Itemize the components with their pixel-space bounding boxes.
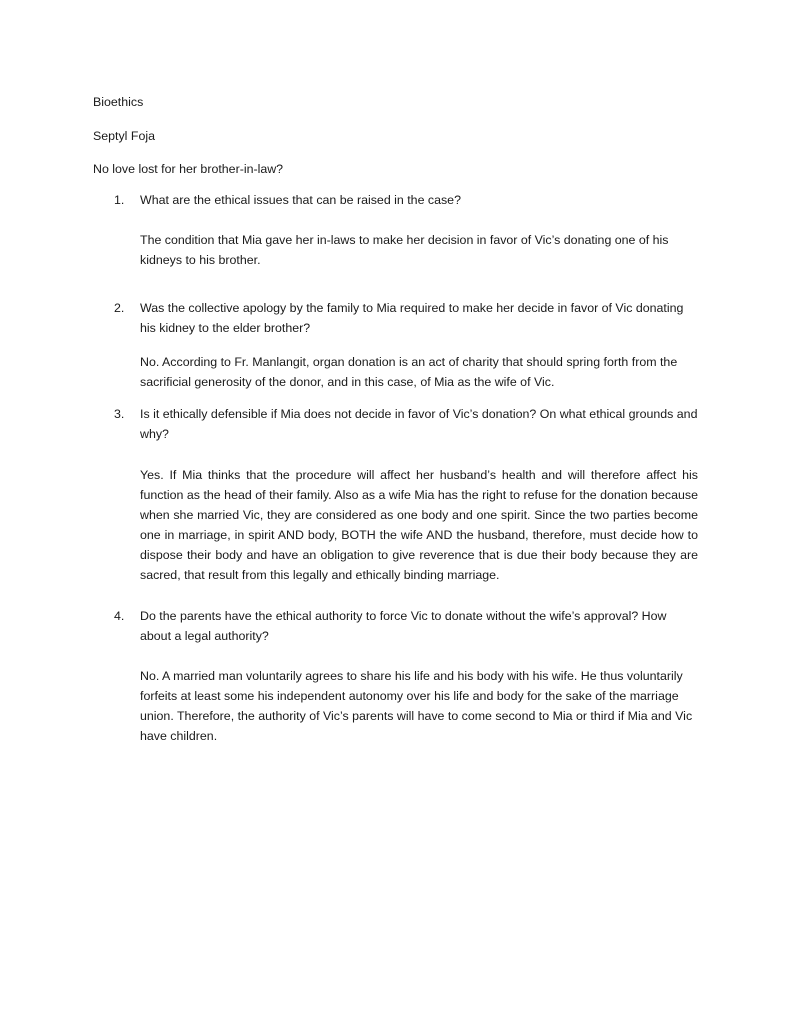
- question-text: What are the ethical issues that can be raised in the case?: [140, 193, 461, 207]
- answer-text: No. A married man voluntarily agrees to share his life and his body with his wife. He thus voluntarily forfeits at least some his independent autonomy over his life and body for the sake of the marriage union. Therefore, the authority of Vic’s parents will have to come second to Mia or third if Mia and Vic have children.: [140, 669, 693, 743]
- case-title: No love lost for her brother-in-law?: [93, 162, 284, 176]
- answer-text: The condition that Mia gave her in-laws to make her decision in favor of Vic’s donating one of his kidneys to his brother.: [140, 233, 669, 267]
- answer-text: No. According to Fr. Manlangit, organ donation is an act of charity that should spring forth from the sacrificial generosity of the donor, and in this case, of Mia as the wife of Vic.: [140, 355, 678, 389]
- question-text: Was the collective apology by the family to Mia required to make her decide in favor of Vic donating his kidney to the elder brother?: [140, 301, 684, 335]
- question-item-1: [0, 190, 698, 270]
- question-number: 3.: [114, 407, 125, 421]
- question-item-3: [0, 404, 698, 585]
- author-name: Septyl Foja: [93, 129, 155, 143]
- question-number: 4.: [114, 609, 125, 623]
- question-number: 1.: [114, 193, 125, 207]
- question-text: Is it ethically defensible if Mia does not decide in favor of Vic’s donation? On what ethical grounds and why?: [140, 407, 698, 441]
- answer-text: Yes. If Mia thinks that the procedure will affect her husband’s health and will therefore affect his function as the head of their family. Also as a wife Mia has the right to refuse for the donation because when she married Vic, they are considered as one body and one spirit. Since the two parties become one in marriage, in spirit AND body, BOTH the wife AND the husband, therefore, must decide how to dispose their body and have an obligation to give reverence that is due their body because they are sacred, that result from this legally and ethically binding marriage.: [140, 468, 698, 582]
- subject-heading: Bioethics: [93, 95, 144, 109]
- question-item-2: [0, 298, 698, 392]
- question-item-4: [0, 606, 698, 746]
- question-list: [0, 190, 791, 746]
- question-number: 2.: [114, 301, 125, 315]
- question-text: Do the parents have the ethical authority to force Vic to donate without the wife’s approval? How about a legal authority?: [140, 609, 667, 643]
